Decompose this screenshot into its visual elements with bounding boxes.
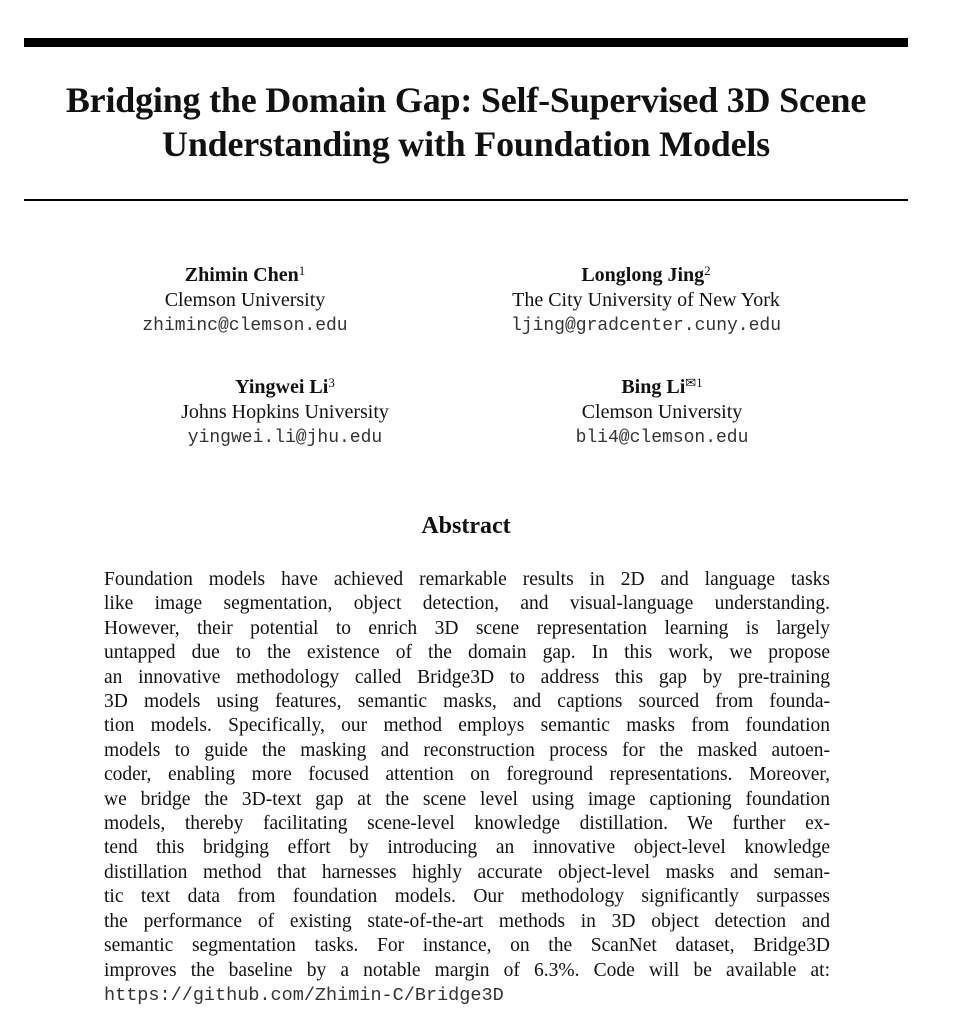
affiliation-mark: 3 bbox=[328, 375, 335, 390]
abstract-line: 3D models using features, semantic masks, and captions sourced from founda- bbox=[104, 691, 830, 713]
abstract-line: coder, enabling more focused attention on foreground representations. Moreover, bbox=[104, 764, 830, 786]
code-url-link[interactable]: https://github.com/Zhimin-C/Bridge3D bbox=[104, 984, 504, 1006]
abstract-line: distillation method that harnesses highly accurate object-level masks and seman- bbox=[104, 861, 830, 883]
abstract-line: untapped due to the existence of the domain gap. In this work, we propose bbox=[104, 642, 830, 664]
affiliation-mark: ✉1 bbox=[685, 375, 703, 390]
author-email[interactable]: bli4@clemson.edu bbox=[575, 428, 749, 448]
author-block bbox=[466, 262, 826, 339]
author-block bbox=[65, 262, 425, 339]
author-email[interactable]: yingwei.li@jhu.edu bbox=[187, 428, 383, 448]
author-email[interactable]: zhiminc@clemson.edu bbox=[142, 316, 348, 336]
abstract-line: improves the baseline by a notable margin of 6.3%. Code will be available at: bbox=[104, 959, 830, 981]
author-name-text: Longlong Jing bbox=[581, 264, 705, 286]
abstract-line: models, thereby facilitating scene-level knowledge distillation. We further ex- bbox=[104, 813, 830, 835]
paper-title bbox=[24, 78, 908, 166]
title-line: Understanding with Foundation Models bbox=[162, 124, 770, 164]
affiliation-mark: 1 bbox=[298, 263, 306, 278]
abstract-body bbox=[104, 568, 830, 1008]
author-email[interactable]: ljing@gradcenter.cuny.edu bbox=[510, 316, 782, 336]
abstract-line: tic text data from foundation models. Our methodology significantly surpasses bbox=[104, 886, 830, 908]
author-affiliation: Clemson University bbox=[164, 289, 326, 311]
abstract-line: like image segmentation, object detection, and visual-language understanding. bbox=[104, 593, 830, 615]
author-name bbox=[65, 262, 425, 288]
abstract-line: semantic segmentation tasks. For instance, on the ScanNet dataset, Bridge3D bbox=[104, 935, 830, 957]
author-affiliation: Johns Hopkins University bbox=[181, 401, 389, 423]
abstract-line: tion models. Specifically, our method employs semantic masks from foundation bbox=[104, 715, 830, 737]
author-name bbox=[482, 374, 842, 400]
author-block bbox=[482, 374, 842, 451]
abstract-line: we bridge the 3D-text gap at the scene level using image captioning foundation bbox=[104, 788, 830, 810]
author-name-text: Bing Li bbox=[621, 376, 686, 398]
author-name bbox=[466, 262, 826, 288]
author-name bbox=[105, 374, 465, 400]
author-block bbox=[105, 374, 465, 451]
abstract-heading: Abstract bbox=[421, 513, 511, 539]
affiliation-mark: 2 bbox=[704, 263, 711, 278]
abstract-line bbox=[104, 983, 830, 1008]
abstract-line: Foundation models have achieved remarkable results in 2D and language tasks bbox=[104, 569, 830, 590]
author-affiliation: Clemson University bbox=[581, 401, 743, 423]
author-name-text: Yingwei Li bbox=[235, 376, 329, 398]
abstract-line: tend this bridging effort by introducing an innovative object-level knowledge bbox=[104, 837, 830, 859]
title-line: Bridging the Domain Gap: Self-Supervised 3D Scene bbox=[65, 80, 867, 120]
top-rule bbox=[24, 38, 908, 47]
author-affiliation: The City University of New York bbox=[512, 289, 780, 311]
title-bottom-rule bbox=[24, 199, 908, 201]
abstract-line: models to guide the masking and reconstruction process for the masked autoen- bbox=[104, 739, 830, 761]
abstract-line: an innovative methodology called Bridge3D to address this gap by pre-training bbox=[104, 666, 830, 688]
author-name-text: Zhimin Chen bbox=[184, 264, 299, 286]
abstract-line: the performance of existing state-of-the-art methods in 3D object detection and bbox=[104, 910, 830, 932]
abstract-line: However, their potential to enrich 3D scene representation learning is largely bbox=[104, 617, 830, 639]
